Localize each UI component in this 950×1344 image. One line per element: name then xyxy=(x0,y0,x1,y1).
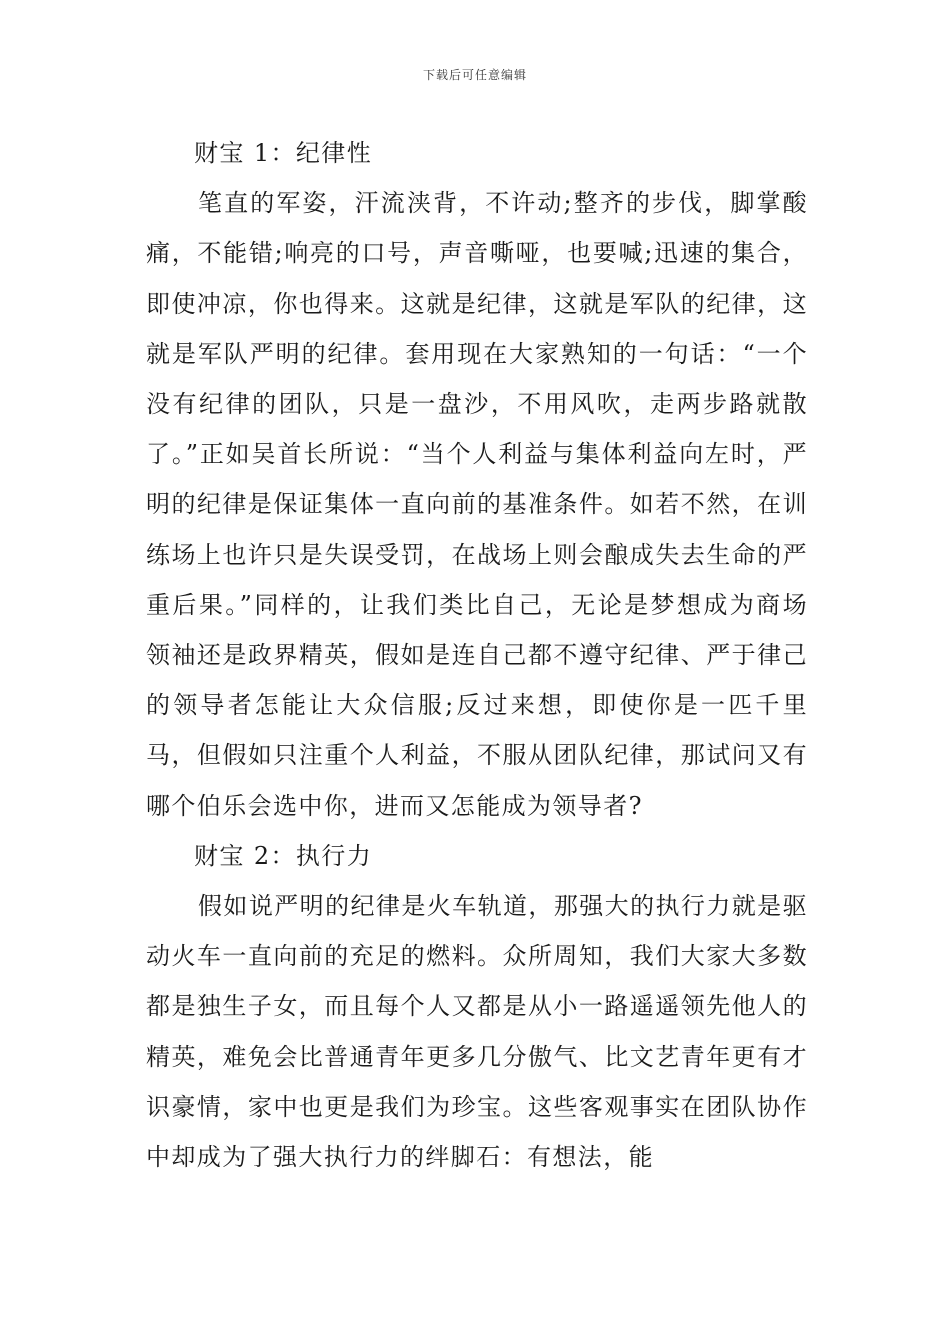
section-paragraph-discipline: 笔直的军姿，汗流浃背，不许动;整齐的步伐，脚掌酸痛，不能错;响亮的口号，声音嘶哑，也要喊;迅速的集合，即使冲凉，你也得来。这就是纪律，这就是军队的纪律，这就是军队严明的纪律。套用现在大家熟知的一句话：“一个没有纪律的团队，只是一盘沙，不用风吹，走两步路就散了。”正如吴首长所说：“当个人利益与集体利益向左时，严明的纪律是保证集体一直向前的基准条件。如若不然，在训练场上也许只是失误受罚，在战场上则会酿成失去生命的严重后果。”同样的，让我们类比自己，无论是梦想成为商场领袖还是政界精英，假如是连自己都不遵守纪律、严于律己的领导者怎能让大众信服;反过来想，即使你是一匹千里马，但假如只注重个人利益，不服从团队纪律，那试问又有哪个伯乐会选中你，进而又怎能成为领导者? xyxy=(146,189,808,820)
section-paragraph-execution: 假如说严明的纪律是火车轨道，那强大的执行力就是驱动火车一直向前的充足的燃料。众所周知，我们大家大多数都是独生子女，而且每个人又都是从小一路遥遥领先他人的精英，难免会比普通青年更多几分傲气、比文艺青年更有才识豪情，家中也更是我们为珍宝。这些客观事实在团队协作中却成为了强大执行力的绊脚石：有想法，能 xyxy=(146,892,808,1172)
header-note: 下载后可任意编辑 xyxy=(422,68,527,82)
section-heading-discipline: 财宝 1：纪律性 xyxy=(194,139,373,167)
document-body xyxy=(146,128,808,1182)
section-heading-execution: 财宝 2：执行力 xyxy=(194,841,373,870)
